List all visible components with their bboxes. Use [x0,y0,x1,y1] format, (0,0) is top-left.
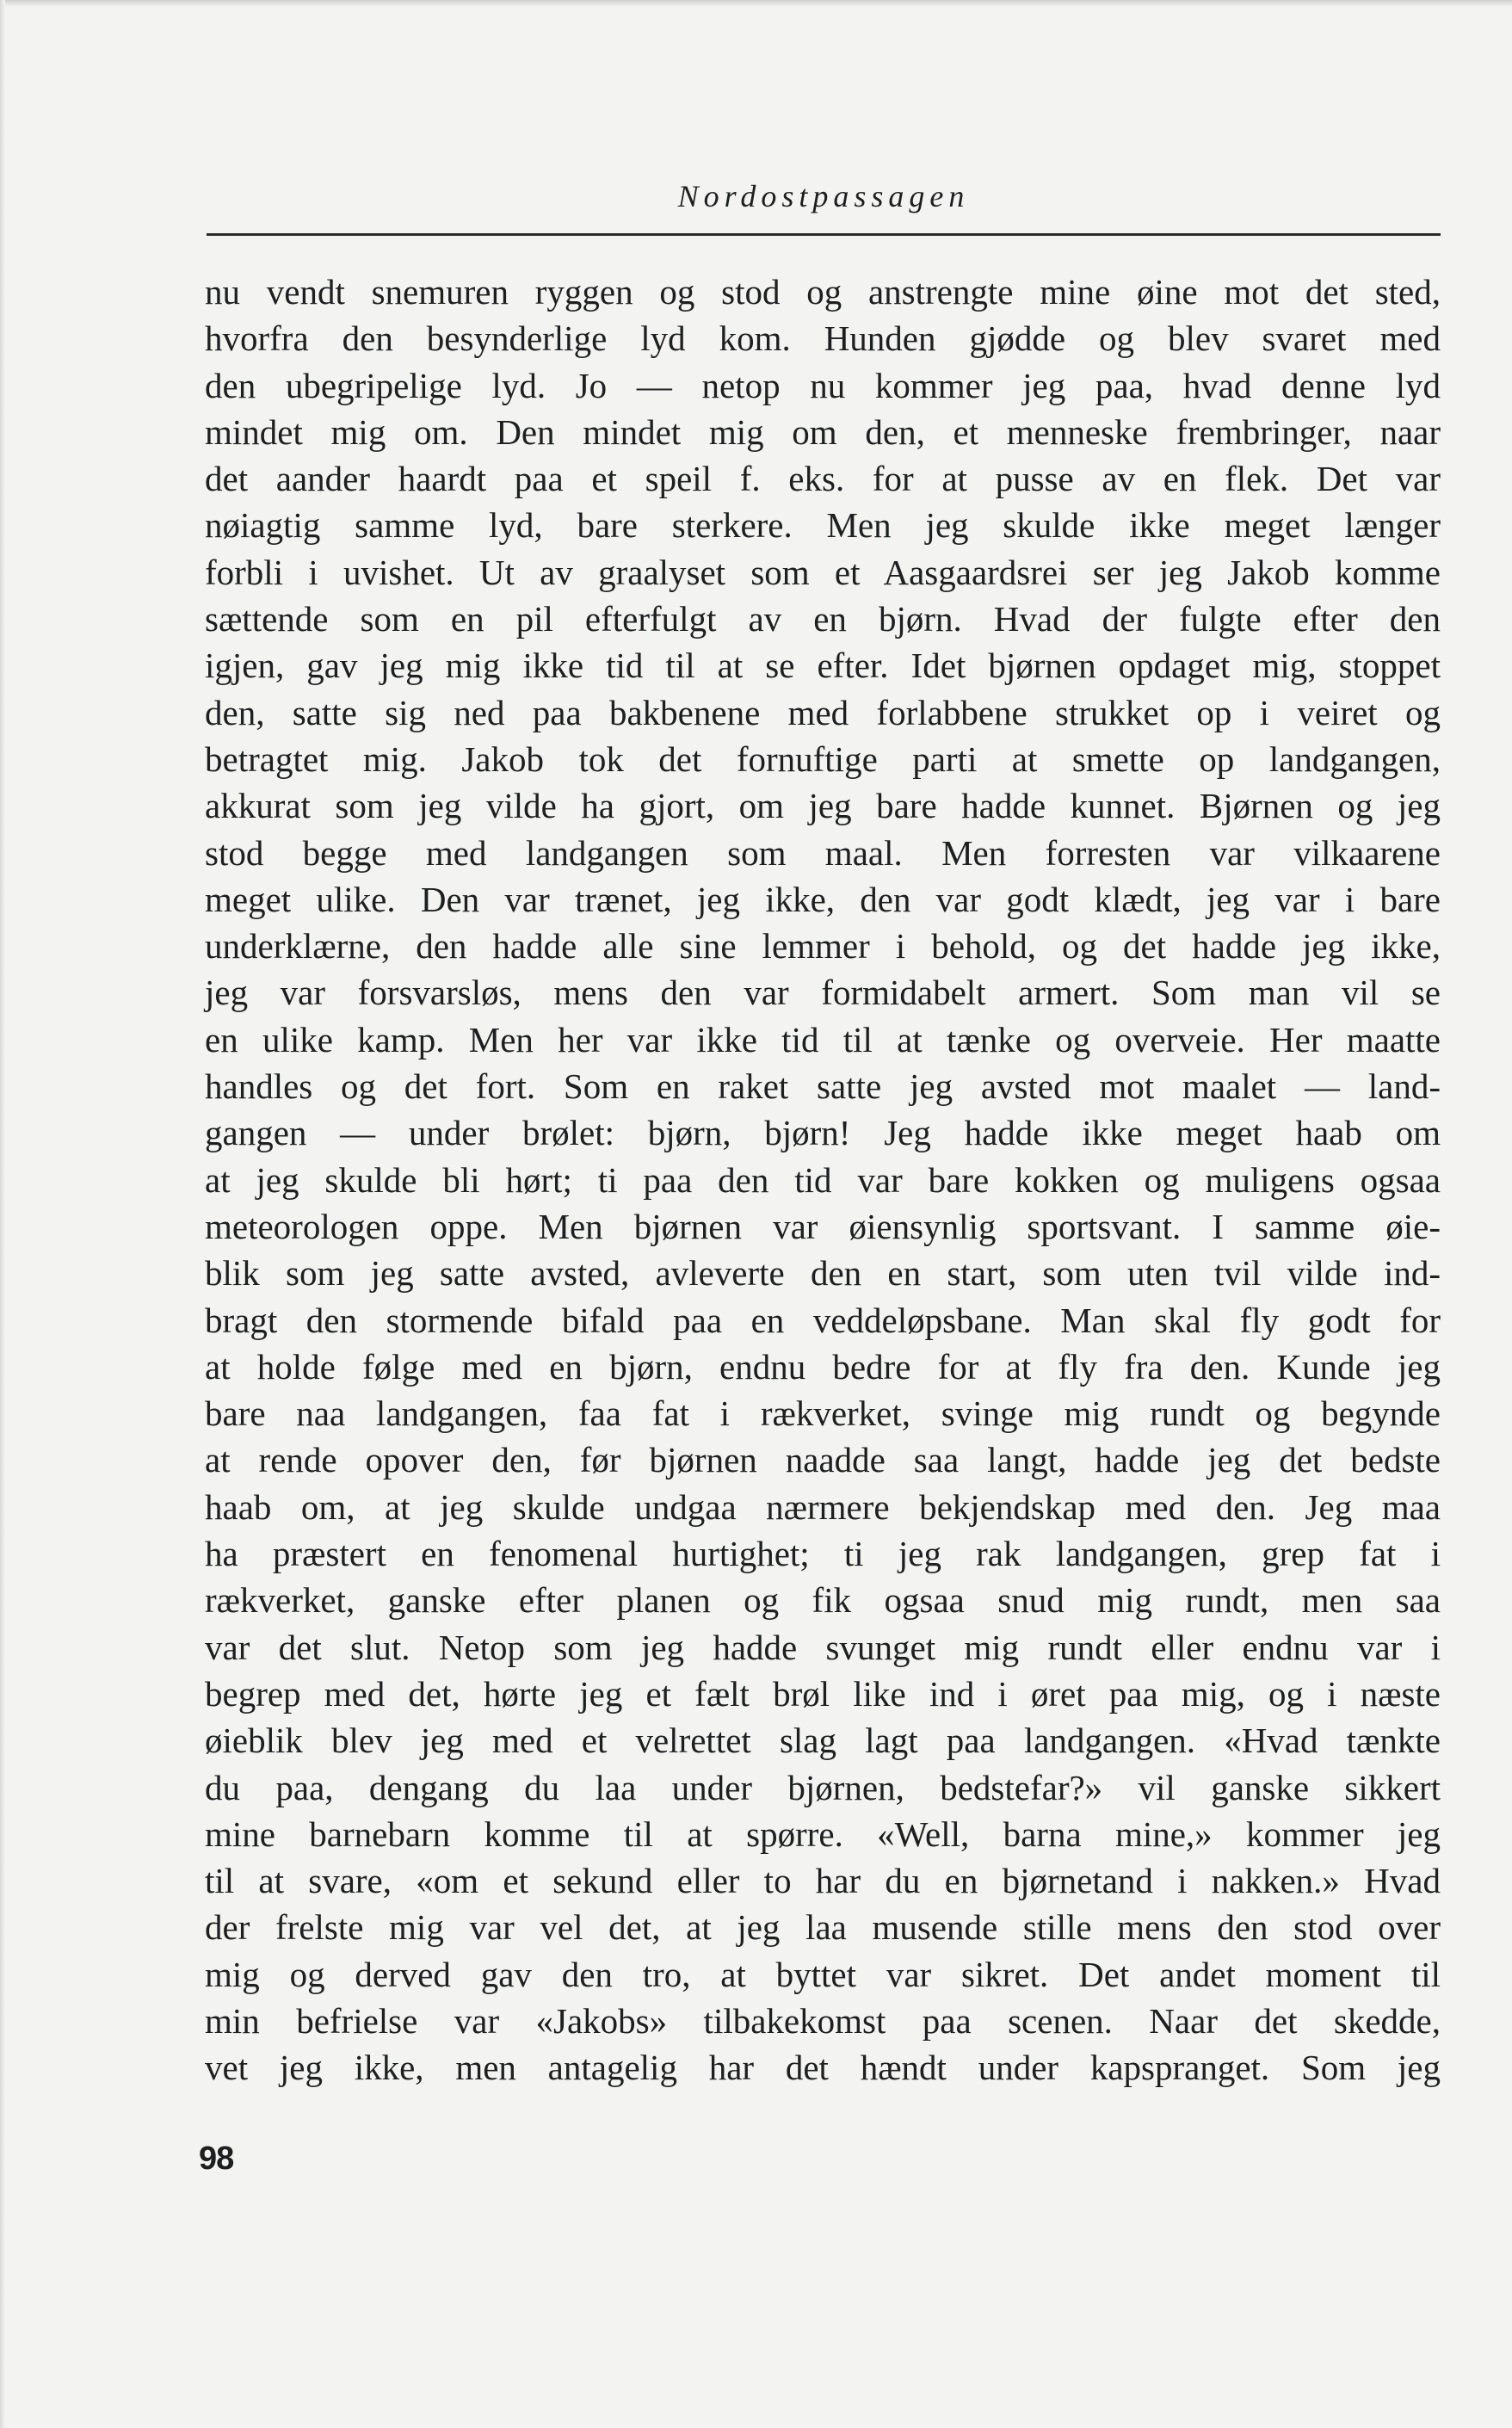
text-line: igjen, gav jeg mig ikke tid til at se efter. Idet bjørnen opdaget mig, stoppet [205,646,1441,686]
text-line: at jeg skulde bli hørt; ti paa den tid var bare kokken og muligens ogsaa [205,1159,1441,1200]
text-line: min befrielse var «Jakobs» tilbakekomst paa scenen. Naar det skedde, [205,2000,1441,2041]
text-line: den ubegripelige lyd. Jo — netop nu kommer jeg paa, hvad denne lyd [205,365,1441,405]
text-line: underklærne, den hadde alle sine lemmer i behold, og det hadde jeg ikke, [205,926,1441,967]
text-line: hvorfra den besynderlige lyd kom. Hunden gjødde og blev svaret med [205,318,1441,359]
text-line: blik som jeg satte avsted, avleverte den en start, som uten tvil vilde ind- [205,1253,1441,1294]
text-line: der frelste mig var vel det, at jeg laa musende stille mens den stod over [205,1907,1441,1948]
page-left-edge [0,0,5,2428]
body-text [205,269,1441,2091]
header-rule [207,233,1441,236]
text-line: meget ulike. Den var trænet, jeg ikke, den var godt klædt, jeg var i bare [205,879,1441,919]
text-line: sættende som en pil efterfulgt av en bjørn. Hvad der fulgte efter den [205,599,1441,639]
text-line: haab om, at jeg skulde undgaa nærmere bekjendskap med den. Jeg maa [205,1486,1441,1527]
text-line: meteorologen oppe. Men bjørnen var øiensynlig sportsvant. I samme øie- [205,1206,1441,1246]
running-head: Nordostpassagen [677,179,970,213]
text-line: jeg var forsvarsløs, mens den var formidabelt armert. Som man vil se [205,973,1441,1013]
text-line: gangen — under brølet: bjørn, bjørn! Jeg hadde ikke meget haab om [205,1113,1441,1153]
text-line: du paa, dengang du laa under bjørnen, bedstefar?» vil ganske sikkert [205,1767,1441,1807]
text-line: akkurat som jeg vilde ha gjort, om jeg bare hadde kunnet. Bjørnen og jeg [205,786,1441,826]
text-line: var det slut. Netop som jeg hadde svunget mig rundt eller endnu var i [205,1627,1441,1667]
text-line: begrep med det, hørte jeg et fælt brøl like ind i øret paa mig, og i næste [205,1673,1441,1714]
text-line: til at svare, «om et sekund eller to har du en bjørnetand i nakken.» Hvad [205,1861,1441,1901]
text-line: at holde følge med en bjørn, endnu bedre for at fly fra den. Kunde jeg [205,1346,1441,1387]
text-line: mindet mig om. Den mindet mig om den, et menneske frembringer, naar [205,411,1441,452]
text-line: bragt den stormende bifald paa en veddeløpsbane. Man skal fly godt for [205,1300,1441,1340]
text-line: forbli i uvishet. Ut av graalyset som et Aasgaardsrei ser jeg Jakob komme [205,552,1441,592]
text-line: nøiagtig samme lyd, bare sterkere. Men jeg skulde ikke meget længer [205,505,1441,546]
page-top-edge [0,0,1512,7]
text-line: det aander haardt paa et speil f. eks. for at pusse av en flek. Det var [205,459,1441,499]
text-line: mig og derved gav den tro, at byttet var sikret. Det andet moment til [205,1954,1441,1994]
text-line: stod begge med landgangen som maal. Men forresten var vilkaarene [205,832,1441,873]
text-line: handles og det fort. Som en raket satte jeg avsted mot maalet — land- [205,1066,1441,1107]
text-line: vet jeg ikke, men antagelig har det hændt under kapspranget. Som jeg [205,2048,1441,2088]
text-line: den, satte sig ned paa bakbenene med forlabbene strukket op i veiret og [205,692,1441,732]
text-line: rækverket, ganske efter planen og fik ogsaa snud mig rundt, men saa [205,1580,1441,1621]
text-line: betragtet mig. Jakob tok det fornuftige parti at smette op landgangen, [205,738,1441,779]
text-line: at rende opover den, før bjørnen naadde saa langt, hadde jeg det bedste [205,1440,1441,1480]
text-line: bare naa landgangen, faa fat i rækverket, svinge mig rundt og begynde [205,1393,1441,1434]
page-number: 98 [199,2141,234,2177]
text-line: nu vendt snemuren ryggen og stod og anstrengte mine øine mot det sted, [205,272,1441,312]
text-line: en ulike kamp. Men her var ikke tid til at tænke og overveie. Her maatte [205,1019,1441,1060]
text-line: øieblik blev jeg med et velrettet slag lagt paa landgangen. «Hvad tænkte [205,1721,1441,1761]
text-line: mine barnebarn komme til at spørre. «Well, barna mine,» kommer jeg [205,1813,1441,1854]
text-line: ha præstert en fenomenal hurtighet; ti jeg rak landgangen, grep fat i [205,1534,1441,1574]
